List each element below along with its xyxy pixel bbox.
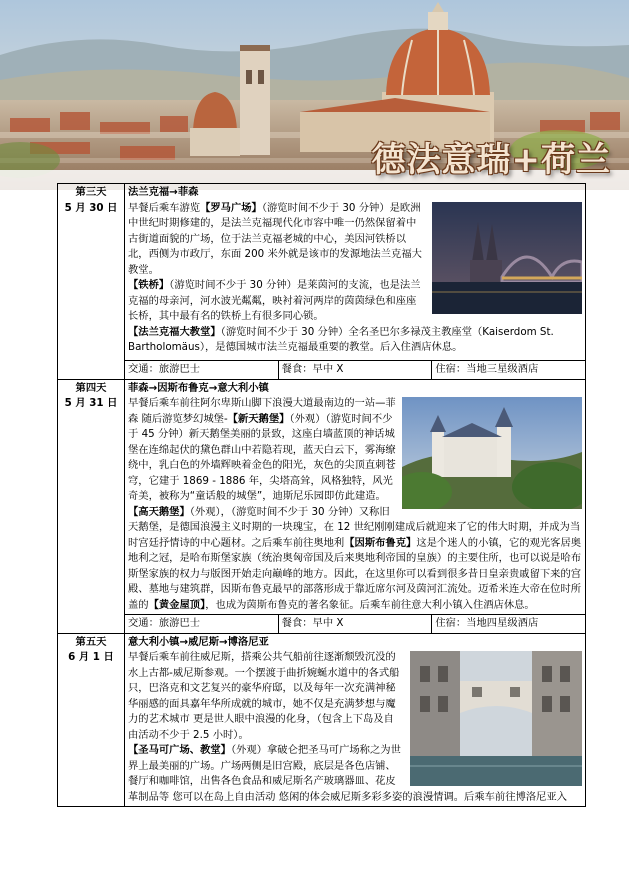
banner-title: 德法意瑞+荷兰 (371, 140, 611, 180)
text-run: （外观），（游览时间不少于 30 分钟）又称旧天鹅堡，是德国浪漫主义时期的一块瑰宝，在 12 世纪刚刚建成后就迎来了它的伟大时期，并成为当时宫廷抒情诗的中心题材。之后乘车前往奥地利 (128, 505, 581, 549)
day-label: 第三天 (75, 186, 107, 198)
text-run: （游览时间不少于 30 分钟）是欧洲中世纪时期修建的，是法兰克福现代化市容中唯一仍然保留着中古街道面貌的广场，位于法兰克福老城的中心，美因河铁桥以北，西侧为市政厅，东面 200 米外就是该市的发源地法兰克福大教堂。 (128, 201, 422, 276)
day-route: 意大利小镇→威尼斯→博洛尼亚 (128, 635, 269, 648)
day-date: 5 月 31 日 (64, 397, 118, 409)
hotel-cell: 住宿：当地四星级酒店 (432, 615, 586, 634)
day-content (125, 184, 586, 361)
text-run: 早餐后乘车游览 (128, 201, 201, 214)
text-run: （外观）拿破仑把圣马可广场称之为世界上最美丽的广场。广场两侧是旧宫殿，底层是各色店铺、餐厅和咖啡馆，出售各色食品和威尼斯名产玻璃器皿、花皮革制品等 您可以在岛上自由活动 悠闲的体会威尼斯多彩多姿的浪漫情调。后乘车前往博洛尼亚入 (128, 744, 568, 803)
day-cell (58, 633, 125, 807)
day-cell (58, 184, 125, 380)
banner (0, 0, 629, 190)
day-row (58, 633, 586, 807)
hotel-cell: 住宿：当地三星级酒店 (432, 361, 586, 380)
text-run: 【因斯布鲁克】 (344, 536, 417, 549)
day-route: 菲森→因斯布鲁克→意大利小镇 (128, 381, 269, 394)
text-run: 【罗马广场】 (200, 201, 262, 214)
venice-bridge-of-sighs-image (410, 651, 582, 786)
text-run: 【圣马可广场、教堂】 (128, 744, 231, 756)
text-run: 这是个迷人的小镇，它的观光客居奥地利之冠，是哈布斯堡家族（统治奥匈帝国及后来奥地利帝国的皇族）的主要住所，也可以说是哈布斯堡家族的权力与版图开始走向巅峰的地方。因此，在这里你可以看到很多昔日皇亲贵戚留下来的宫殿、墓地与建筑群，因斯布鲁克最早的部落形成于靠近席尔河及茵河汇流处。迈希米连大帝在位时所盖的 (128, 536, 582, 611)
neuschwanstein-castle-image (402, 397, 582, 509)
meals-cell: 餐食：早中 X (278, 615, 432, 634)
day-paragraph (128, 325, 582, 356)
text-run: 早餐后乘车前往阿尔卑斯山脚下浪漫大道最南边的一站—菲森 随后游览梦幻城堡- (128, 397, 396, 425)
day-route: 法兰克福→菲森 (128, 186, 199, 198)
day-cell (58, 379, 125, 633)
text-run: 【高天鹅堡】 (128, 505, 190, 518)
cologne-cathedral-bridge-image (432, 202, 582, 314)
day-row (58, 379, 586, 615)
transport-cell: 交通：旅游巴士 (125, 361, 279, 380)
day-date: 5 月 30 日 (64, 201, 118, 214)
text-run: 【新天鹅堡】 (227, 412, 290, 425)
text-run: 【法兰克福大教堂】 (128, 325, 221, 338)
text-run: ，也成为茵斯布鲁克的著名象征。后乘车前往意大利小镇入住酒店休息。 (205, 598, 535, 611)
day-date: 6 月 1 日 (68, 651, 114, 663)
meals-cell: 餐食：早中 X (278, 361, 432, 380)
text-run: （外观）（游览时间不少于 45 分钟）新天鹅堡美丽的景致，这座白墙蓝顶的神话城堡在连绵起伏的黛色群山中若隐若现，蓝天白云下，雾海缭绕中，乳白色的外墙辉映着金色的阳光，灰色的尖顶直刺苍穹，它建于 1869 - 1886 年，尖塔高耸，风格独特，风光奇美，被称为“童话般的城堡”，迪斯尼乐园即仿此建造。 (128, 412, 396, 502)
text-run: （游览时间不少于 30 分钟）是莱茵河的支流，也是法兰克福的母亲河，河水波光粼粼，映衬着河两岸的茵茵绿色和座座长桥，其中最有名的铁桥上有很多同心锁。 (128, 279, 421, 322)
day-label: 第五天 (75, 635, 107, 648)
text-run: 【铁桥】 (128, 279, 170, 291)
itinerary-table (57, 183, 586, 807)
text-run: （游览时间不少于 30 分钟）全名圣巴尔多禄茂主教座堂（Kaiserdom St. Bartholomäus），是德国城市法兰克福最重要的教堂。后入住酒店休息。 (128, 325, 554, 353)
text-run: 【黄金屋顶】 (148, 598, 206, 611)
info-row (58, 361, 586, 380)
transport-cell: 交通：旅游巴士 (125, 615, 279, 634)
day-row (58, 184, 586, 361)
info-row (58, 615, 586, 634)
day-paragraph (128, 505, 582, 614)
day-content (125, 633, 586, 807)
text-run: 早餐后乘车前往威尼斯，搭乘公共气船前往逐渐颓毁沉没的水上古都-威尼斯参观。一个摆渡于曲折婉蜒水道中的各式船只，巴洛克和文艺复兴的豪华府邸，以及每年一次充满神秘华丽感的面具嘉年华所成就的城市，她不仅是充满梦想与魔力的艺术城市 更是世人眼中浪漫的化身，（包含上下岛及自由活动不少于 2.5 小时）。 (128, 651, 400, 741)
day-label: 第四天 (75, 381, 107, 394)
day-content (125, 379, 586, 615)
